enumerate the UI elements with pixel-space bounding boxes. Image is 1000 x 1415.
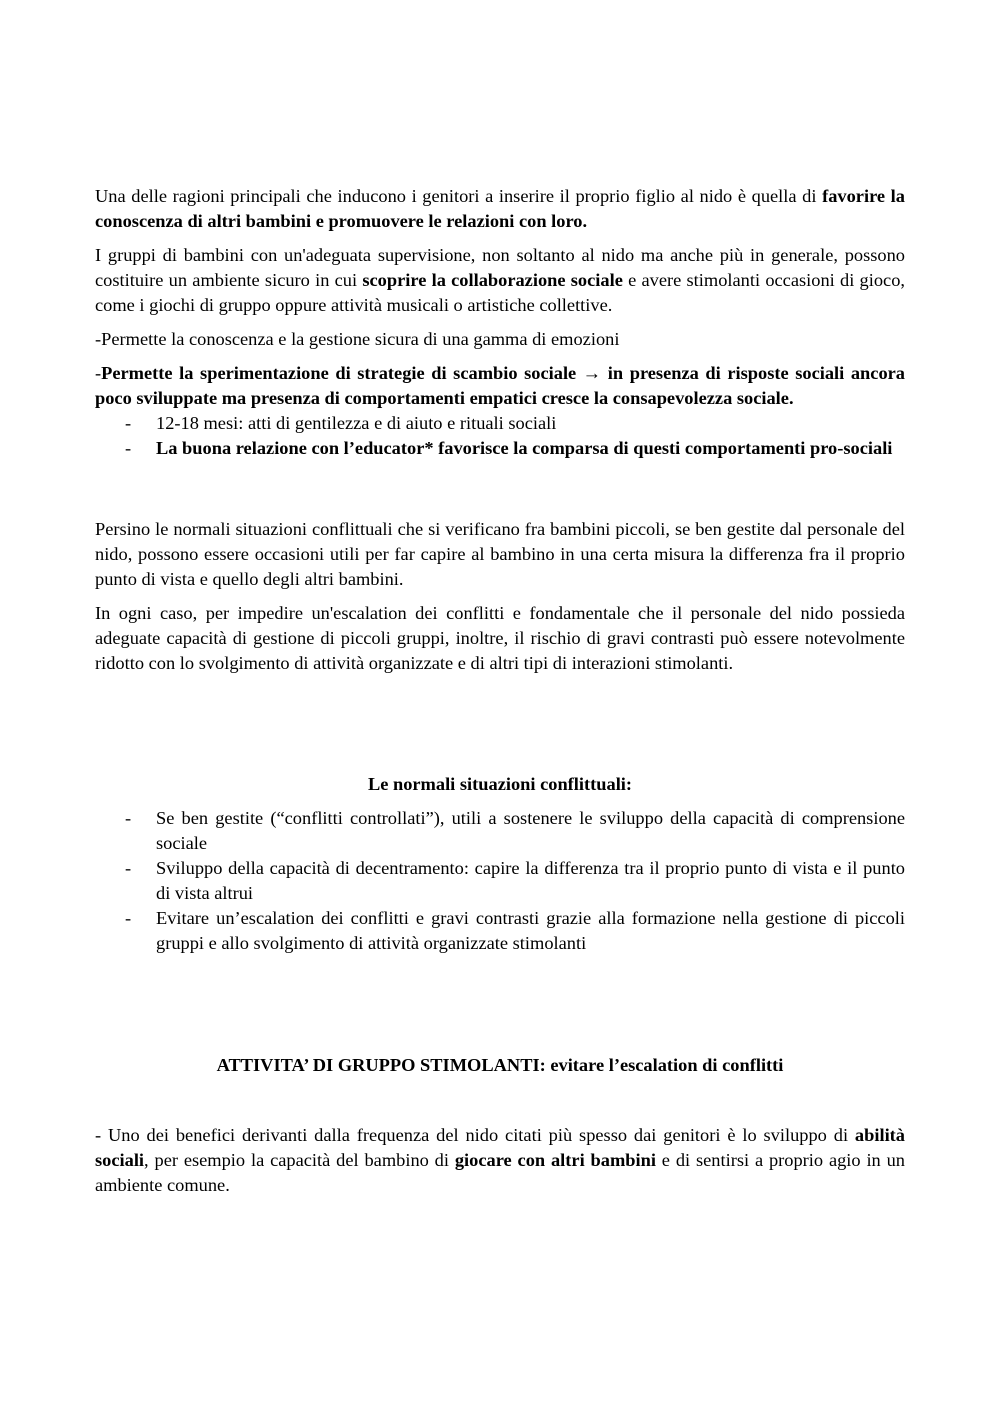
paragraph-social-exchange <box>95 361 905 411</box>
dash-marker: - <box>125 808 132 828</box>
benefits-text-2: , per esempio la capacità del bambino di <box>144 1150 455 1170</box>
benefits-text-3: e di sentirsi a proprio agio in un ambiente comune. <box>95 1150 905 1195</box>
list-item-text: La buona relazione con l’educator* favorisce la comparsa di questi comportamenti pro-sociali <box>156 438 893 458</box>
bullet-list-conflicts <box>95 806 905 956</box>
paragraph-conflicts: Persino le normali situazioni conflittuali che si verificano fra bambini piccoli, se ben gestite dal personale del nido, possono essere occasioni utili per far capire al bambino in una certa misura la differenza fra il proprio punto di vista e quello degli altri bambini. <box>95 519 905 589</box>
list-item-text: 12-18 mesi: atti di gentilezza e di aiuto e rituali sociali <box>156 413 557 433</box>
paragraph-escalation: In ogni caso, per impedire un'escalation dei conflitti e fondamentale che il personale del nido possieda adeguate capacità di gestione di piccoli gruppi, inoltre, il rischio di gravi contrasti può essere notevolmente ridotto con lo svolgimento di attività organizzate e di altri tipi di interazioni stimolanti. <box>95 603 905 673</box>
dash-marker: - <box>125 438 132 458</box>
bullet-list-social <box>95 411 905 461</box>
benefits-bold-2: giocare con altri bambini <box>454 1150 656 1170</box>
paragraph-groups <box>95 243 905 318</box>
paragraph-emotions: -Permette la conoscenza e la gestione sicura di una gamma di emozioni <box>95 329 620 349</box>
list-item <box>95 856 905 906</box>
benefits-text-1: - Uno dei benefici derivanti dalla frequenza del nido citati più spesso dai genitori è lo sviluppo di <box>95 1125 855 1145</box>
dash-marker: - <box>125 413 132 433</box>
section-heading-conflicts: Le normali situazioni conflittuali: <box>367 774 633 794</box>
social-exchange-bold: Permette la sperimentazione di strategie di scambio sociale → in presenza di risposte sociali ancora poco sviluppate ma presenza di comportamenti empatici cresce la consapevolezza sociale. <box>95 363 905 408</box>
intro-bold: favorire la conoscenza di altri bambini e promuovere le relazioni con loro. <box>95 186 905 231</box>
list-item <box>95 906 905 956</box>
dash-marker: - <box>125 858 132 878</box>
list-item <box>95 436 905 461</box>
dash-marker: - <box>125 908 132 928</box>
document-page <box>95 184 905 1198</box>
groups-bold: scoprire la collaborazione sociale <box>362 270 623 290</box>
list-item <box>95 411 905 436</box>
intro-text: Una delle ragioni principali che inducono i genitori a inserire il proprio figlio al nido è quella di <box>95 186 823 206</box>
social-exchange-lead: - <box>95 363 102 383</box>
section-heading-activities: ATTIVITA’ DI GRUPPO STIMOLANTI: evitare l’escalation di conflitti <box>216 1055 784 1075</box>
paragraph-intro <box>95 184 905 234</box>
groups-text-2: e avere stimolanti occasioni di gioco, come i giochi di gruppo oppure attività musicali o artistiche collettive. <box>95 270 905 315</box>
list-item <box>95 806 905 856</box>
list-item-text: Sviluppo della capacità di decentramento: capire la differenza tra il proprio punto di vista e il punto di vista altrui <box>156 858 905 903</box>
paragraph-benefits <box>95 1123 905 1198</box>
list-item-text: Evitare un’escalation dei conflitti e gravi contrasti grazie alla formazione nella gestione di piccoli gruppi e allo svolgimento di attività organizzate stimolanti <box>156 908 905 953</box>
benefits-bold-1: abilità sociali <box>95 1125 905 1170</box>
groups-text-1: I gruppi di bambini con un'adeguata supervisione, non soltanto al nido ma anche più in generale, possono costituire un ambiente sicuro in cui <box>95 245 905 290</box>
list-item-text: Se ben gestite (“conflitti controllati”), utili a sostenere le sviluppo della capacità di comprensione sociale <box>156 808 905 853</box>
